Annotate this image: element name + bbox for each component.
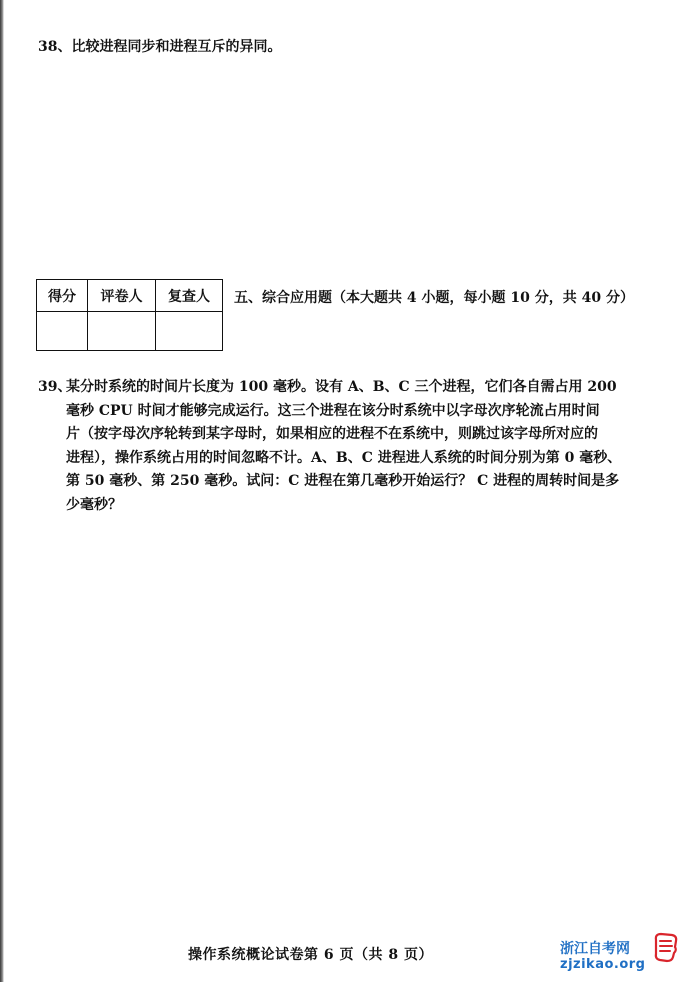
- page-left-edge-shadow: [0, 0, 4, 982]
- question-39-line: 第 50 毫秒、第 250 毫秒。试问：C 进程在第几毫秒开始运行？ C 进程的周转时间是多: [66, 473, 620, 489]
- score-header-score: 得分: [37, 280, 88, 312]
- site-watermark: [560, 930, 682, 978]
- score-cell-reviewer[interactable]: [156, 312, 223, 351]
- watermark-site-name: 浙江自考网: [560, 941, 630, 957]
- section-5-title: 五、综合应用题（本大题共 4 小题，每小题 10 分，共 40 分）: [234, 290, 634, 306]
- score-header-grader: 评卷人: [88, 280, 156, 312]
- question-39-number: 39、: [38, 379, 72, 395]
- score-table: [36, 279, 223, 351]
- question-39-line: 某分时系统的时间片长度为 100 毫秒。设有 A、B、C 三个进程，它们各自需占用 200: [66, 379, 617, 395]
- question-39-line: 毫秒 CPU 时间才能够完成运行。这三个进程在该分时系统中以字母次序轮流占用时间: [66, 402, 600, 419]
- score-cell-grader[interactable]: [88, 312, 156, 351]
- question-39-body: [66, 376, 634, 517]
- question-38: 38、比较进程同步和进程互斥的异同。: [38, 39, 282, 55]
- score-header-reviewer: 复查人: [156, 280, 223, 312]
- score-cell-score[interactable]: [37, 312, 88, 351]
- question-39-line: 进程），操作系统占用的时间忽略不计。A、B、C 进程进人系统的时间分别为第 0 毫秒、: [66, 449, 622, 466]
- page-footer: 操作系统概论试卷第 6 页（共 8 页）: [188, 947, 433, 963]
- question-39-line: 少毫秒？: [66, 496, 122, 513]
- question-39-line: 片（按字母次序轮转到某字母时，如果相应的进程不在系统中，则跳过该字母所对应的: [66, 426, 598, 442]
- watermark-domain: zjzikao.org: [560, 957, 646, 972]
- watermark-logo-icon: [650, 930, 680, 964]
